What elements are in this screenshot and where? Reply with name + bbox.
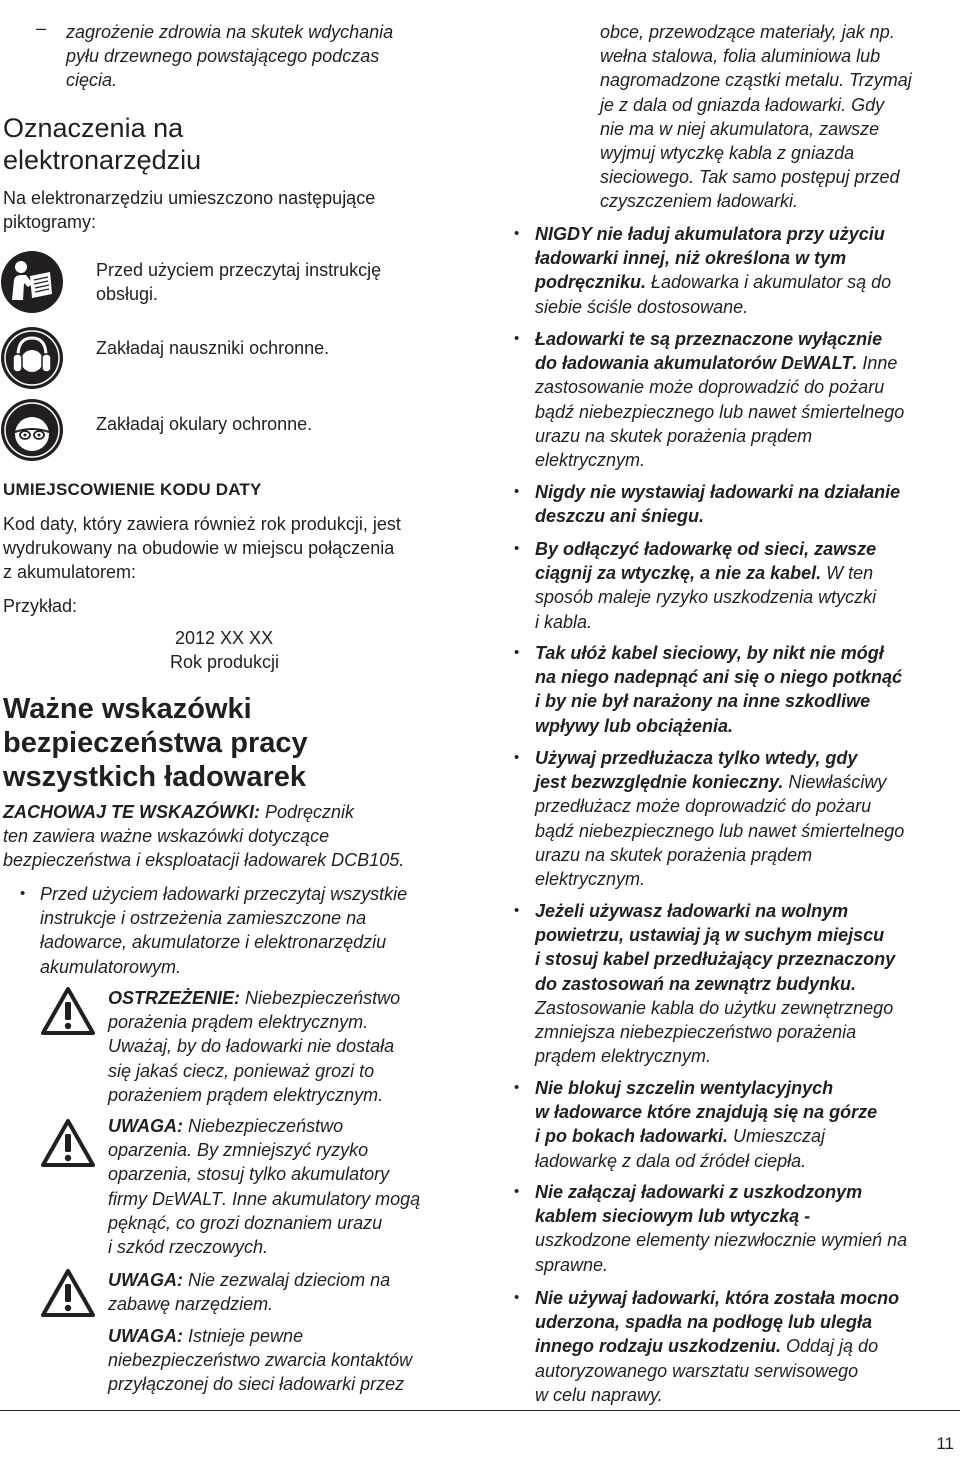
bullet-outdoor-use: Jeżeli używasz ładowarki na wolnym powietrzu, ustawiaj ją w suchym miejscu i stosuj kabel przedłużający przeznaczony do zastosowań na zewnątrz budynku. Zastosowanie kabla do użytku zewnętrznego zmniejsza niebezpieczeństwo porażenia prądem elektrycznym. [535, 901, 896, 1067]
bullet-marker: • [514, 644, 520, 661]
markings-heading: Oznaczenia na elektronarzędziu [3, 113, 202, 175]
dash-item-text: zagrożenie zdrowia na skutek wdychania pyłu drzewnego powstającego podczas cięcia. [66, 22, 394, 91]
warning-triangle-icon [40, 1268, 96, 1318]
date-code-example-caption: Rok produkcji [170, 652, 280, 672]
bullet-cable-placement: Tak ułóż kabel sieciowy, by nikt nie mógł na niego nadepnąć ani się o niego potknąć i by nie był narażony na inne szkodliwe wpływy lub obciążenia. [535, 643, 903, 736]
bullet-damaged-charger: Nie używaj ładowarki, która została mocno uderzona, spadła na podłogę lub uległa innego rodzaju uszkodzeniu. Oddaj ją do autoryzowanego warsztatu serwisowego w celu naprawy. [535, 1288, 900, 1405]
warning-triangle-icon [40, 986, 96, 1036]
save-instructions-label: ZACHOWAJ TE WSKAZÓWKI: [3, 802, 260, 822]
date-code-text: Kod daty, który zawiera również rok produkcji, jest wydrukowany na obudowie w miejscu połączenia z akumulatorem: [3, 514, 401, 583]
bullet-ventilation: Nie blokuj szczelin wentylacyjnych w ładowarce które znajdują się na górze i po bokach ładowarki. Umieszczaj ładowarkę z dala od źródeł ciepła. [535, 1078, 878, 1171]
bullet-marker: • [514, 1079, 520, 1096]
page-number: 11 [936, 1434, 954, 1453]
safety-heading: Ważne wskazówki bezpieczeństwa pracy wszystkich ładowarek [3, 693, 308, 793]
warning-electric-shock: OSTRZEŻENIE: Niebezpieczeństwo porażenia prądem elektrycznym. Uważaj, by do ładowarki nie dostała się jakaś ciecz, ponieważ grozi to porażeniem prądem elektrycznym. [108, 988, 401, 1105]
brand-name: DeWALT [152, 1188, 223, 1209]
bullet-marker: • [514, 330, 520, 347]
caution-short-circuit: UWAGA: Istnieje pewne niebezpieczeństwo zwarcia kontaktów przyłączonej do sieci ładowarki przez [108, 1326, 413, 1395]
dash-marker: – [36, 18, 47, 38]
bullet-marker: • [514, 1183, 520, 1200]
bullet-marker: • [514, 540, 520, 557]
bullet-charge-only-specified: NIGDY nie ładuj akumulatora przy użyciu ładowarki innej, niż określona w tym podręczniku. Ładowarka i akumulator są do siebie ściśle dostosowane. [535, 224, 892, 317]
bullet-marker: • [514, 749, 520, 766]
pictogram-ear-protection-text: Zakładaj nauszniki ochronne. [96, 338, 330, 358]
bullet-marker: • [514, 902, 520, 919]
bullet-extension-cord: Używaj przedłużacza tylko wtedy, gdy jest bezwzględnie konieczny. Niewłaściwy przedłużacz może doprowadzić do pożaru bądź niebezpiecznego lub nawet śmiertelnego urazu na skutek porażenia prądem elektrycznym. [535, 748, 905, 890]
brand-name: DeWALT [781, 353, 853, 374]
eye-protection-icon [0, 398, 64, 462]
bullet-marker: • [514, 1289, 520, 1306]
date-code-heading: UMIEJSCOWIENIE KODU DATY [3, 480, 262, 499]
pictogram-eye-protection-text: Zakładaj okulary ochronne. [96, 414, 313, 434]
bullet-no-rain: Nigdy nie wystawiaj ładowarki na działanie deszczu ani śniegu. [535, 482, 901, 527]
read-manual-icon [0, 250, 64, 314]
bullet-marker: • [514, 483, 520, 500]
warning-triangle-icon [40, 1118, 96, 1168]
footer-rule [0, 1410, 960, 1411]
bullet-pull-plug: By odłączyć ładowarkę od sieci, zawsze ciągnij za wtyczkę, a nie za kabel. W ten sposób maleje ryzyko uszkodzenia wtyczki i kabla. [535, 539, 877, 632]
bullet-damaged-cable: Nie załączaj ładowarki z uszkodzonym kablem sieciowym lub wtyczką - uszkodzone elementy niezwłocznie wymień na sprawne. [535, 1182, 908, 1275]
bullet-dewalt-only: Ładowarki te są przeznaczone wyłącznie do ładowania akumulatorów DeWALT. Inne zastosowanie może doprowadzić do pożaru bądź niebezpiecznego lub nawet śmiertelnego urazu na skutek porażenia prądem elektrycznym. [535, 329, 905, 471]
save-instructions: ZACHOWAJ TE WSKAZÓWKI: Podręcznik ten zawiera ważne wskazówki dotyczące bezpieczeństwa i eksploatacji ładowarek DCB105. [3, 802, 405, 871]
ear-protection-icon [0, 326, 64, 390]
caution-children: UWAGA: Nie zezwalaj dzieciom na zabawę narzędziem. [108, 1270, 391, 1315]
pictogram-read-manual-text: Przed użyciem przeczytaj instrukcję obsługi. [96, 260, 382, 305]
caution-burn: UWAGA: Niebezpieczeństwo oparzenia. By zmniejszyć ryzyko oparzenia, stosuj tylko akumulatory firmy DeWALT. Inne akumulatory mogą pęknąć, co grozi doznaniem urazu i szkód rzeczowych. [108, 1116, 421, 1258]
date-code-example-value: 2012 XX XX [175, 628, 274, 648]
bullet-marker: • [514, 225, 520, 242]
read-instructions-bullet: Przed użyciem ładowarki przeczytaj wszystkie instrukcje i ostrzeżenia zamieszczone na ładowarce, akumulatorze i elektronarzędziu akumulatorowym. [40, 884, 408, 977]
continuation-text: obce, przewodzące materiały, jak np. wełna stalowa, folia aluminiowa lub nagromadzone cząstki metalu. Trzymaj je z dala od gniazda ładowarki. Gdy nie ma w niej akumulatora, zawsze wyjmuj wtyczkę kabla z gniazda sieciowego. Tak samo postępuj przed czyszczeniem ładowarki. [600, 22, 912, 212]
date-code-example-label: Przykład: [3, 596, 78, 616]
markings-intro: Na elektronarzędziu umieszczono następujące piktogramy: [3, 188, 376, 233]
bullet-marker: • [20, 885, 26, 902]
